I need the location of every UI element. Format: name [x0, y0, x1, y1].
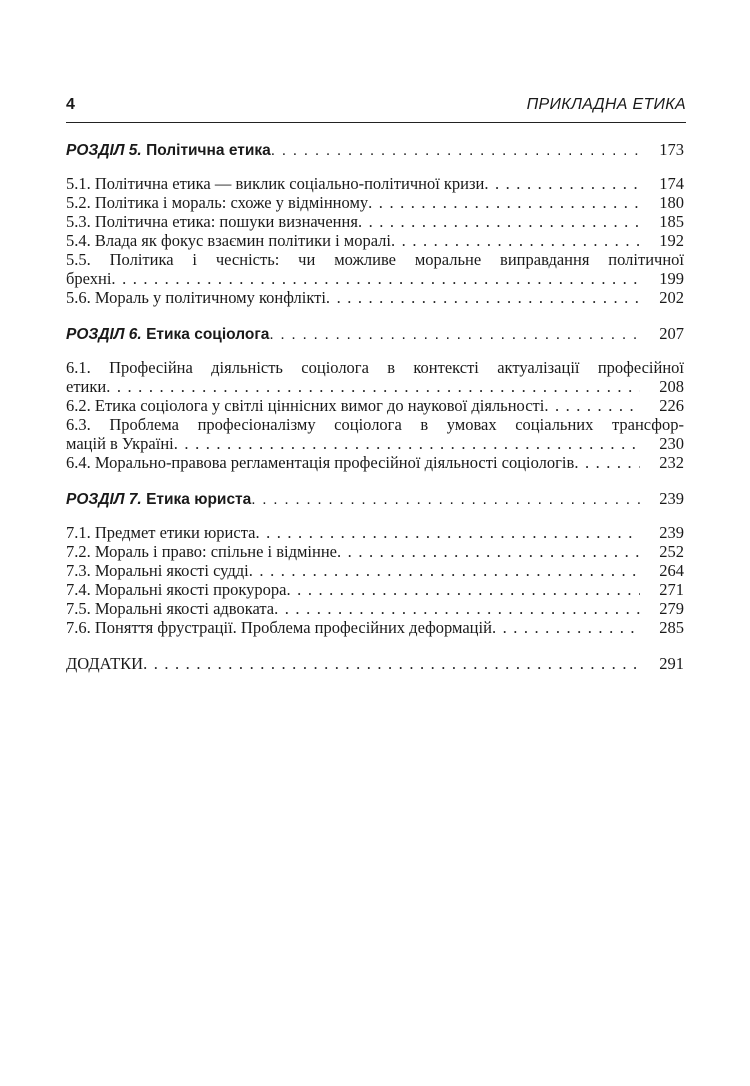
- page-ref: 199: [659, 269, 684, 288]
- toc-appendix: [66, 654, 684, 673]
- entry-title: 6.2. Етика соціолога у світлі ціннісних вимог до наукової діяльності: [66, 396, 545, 415]
- toc-chapter-5: [66, 140, 684, 159]
- page-ref: 264: [659, 561, 684, 580]
- toc-entry-7-3: [66, 561, 684, 580]
- page-ref: 192: [659, 231, 684, 250]
- dot-leader: [492, 618, 640, 637]
- page-ref: 285: [659, 618, 684, 637]
- entry-title-continued: брехні: [66, 269, 112, 288]
- dot-leader: [544, 396, 640, 415]
- toc-entry-6-1-line1: 6.1. Професійна діяльність соціолога в контексті актуалізації професійної: [66, 358, 684, 377]
- page-ref: 174: [659, 174, 684, 193]
- toc-entry-5-5: [66, 269, 684, 288]
- entry-title: 5.6. Мораль у політичному конфлікті: [66, 288, 326, 307]
- chapter-label: РОЗДІЛ 5.: [66, 142, 142, 159]
- dot-leader: [274, 599, 640, 618]
- entry-title: 7.4. Моральні якості прокурора: [66, 580, 287, 599]
- toc-entry-6-3-line1: 6.3. Проблема професіоналізму соціолога в умовах соціальних трансфор-: [66, 415, 684, 434]
- chapter-label: РОЗДІЛ 6.: [66, 326, 142, 343]
- dot-leader: [271, 141, 640, 160]
- toc-entry-5-6: [66, 288, 684, 307]
- dot-leader: [111, 269, 640, 288]
- page-ref: 279: [659, 599, 684, 618]
- toc-entry-5-1: [66, 174, 684, 193]
- toc-entry-7-5: [66, 599, 684, 618]
- page-ref: 291: [659, 654, 684, 673]
- toc-entry-6-2: [66, 396, 684, 415]
- toc-chapter-6: [66, 324, 684, 343]
- chapter-title: Етика соціолога: [146, 326, 270, 343]
- toc-entry-7-1: [66, 523, 684, 542]
- toc-entry-6-1: [66, 377, 684, 396]
- dot-leader: [143, 654, 640, 673]
- toc-entry-7-2: [66, 542, 684, 561]
- page-ref: 239: [659, 523, 684, 542]
- page-ref: 252: [659, 542, 684, 561]
- page-ref: 232: [659, 453, 684, 472]
- dot-leader: [255, 523, 640, 542]
- chapter-title: Етика юриста: [146, 491, 252, 508]
- toc-entry-5-4: [66, 231, 684, 250]
- toc-entry-7-6: [66, 618, 684, 637]
- page-ref: 239: [659, 489, 684, 508]
- entry-title: 7.3. Моральні якості судді: [66, 561, 249, 580]
- page-ref: 185: [659, 212, 684, 231]
- dot-leader: [484, 174, 640, 193]
- page-ref: 271: [659, 580, 684, 599]
- dot-leader: [174, 434, 640, 453]
- entry-title: 7.5. Моральні якості адвоката: [66, 599, 275, 618]
- dot-leader: [391, 231, 640, 250]
- dot-leader: [574, 453, 640, 472]
- entry-title: 5.4. Влада як фокус взаємин політики і моралі: [66, 231, 392, 250]
- dot-leader: [358, 212, 640, 231]
- entry-title-continued: мацій в Україні: [66, 434, 174, 453]
- page-ref: 208: [659, 377, 684, 396]
- entry-title: 5.2. Політика і мораль: схоже у відмінному: [66, 193, 369, 212]
- toc-entry-5-5-line1: 5.5. Політика і чесність: чи можливе моральне виправдання політичної: [66, 250, 684, 269]
- entry-title: 5.3. Політична етика: пошуки визначення: [66, 212, 358, 231]
- running-title: ПРИКЛАДНА ЕТИКА: [526, 96, 686, 113]
- page-ref: 226: [659, 396, 684, 415]
- entry-title-continued: етики: [66, 377, 107, 396]
- dot-leader: [368, 193, 640, 212]
- dot-leader: [287, 580, 640, 599]
- dot-leader: [106, 377, 640, 396]
- dot-leader: [337, 542, 640, 561]
- entry-title: 7.6. Поняття фрустрації. Проблема професійних деформацій: [66, 618, 492, 637]
- page-ref: 173: [659, 140, 684, 159]
- entry-title: 6.4. Морально-правова регламентація професійної діяльності соціологів: [66, 453, 575, 472]
- page-number: 4: [66, 96, 75, 113]
- entry-title: 7.2. Мораль і право: спільне і відмінне: [66, 542, 338, 561]
- toc-entry-5-2: [66, 193, 684, 212]
- toc-entry-6-3: [66, 434, 684, 453]
- chapter-title: Політична етика: [146, 142, 271, 159]
- toc-entry-7-4: [66, 580, 684, 599]
- page-header: [66, 92, 686, 123]
- entry-title: 7.1. Предмет етики юриста: [66, 523, 256, 542]
- toc-entry-5-3: [66, 212, 684, 231]
- page-ref: 180: [659, 193, 684, 212]
- entry-title: ДОДАТКИ: [66, 654, 144, 673]
- dot-leader: [251, 490, 640, 509]
- table-of-contents: [66, 140, 684, 673]
- toc-entry-6-4: [66, 453, 684, 472]
- dot-leader: [326, 288, 640, 307]
- page-ref: 202: [659, 288, 684, 307]
- chapter-label: РОЗДІЛ 7.: [66, 491, 142, 508]
- dot-leader: [269, 325, 640, 344]
- toc-chapter-7: [66, 489, 684, 508]
- dot-leader: [249, 561, 640, 580]
- page-ref: 207: [659, 324, 684, 343]
- entry-title: 5.1. Політична етика — виклик соціально-політичної кризи: [66, 174, 485, 193]
- page-ref: 230: [659, 434, 684, 453]
